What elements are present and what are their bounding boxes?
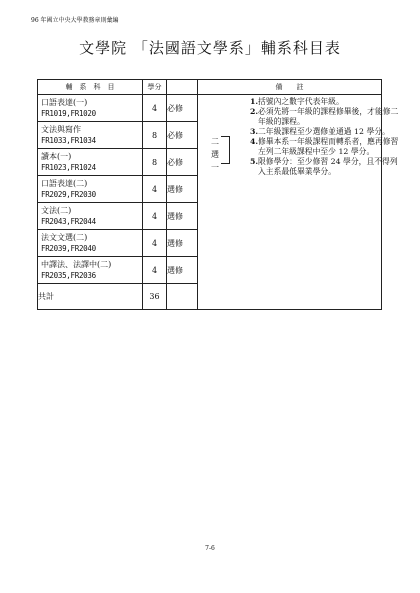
course-name: 讀本(一) [41,152,72,161]
course-credits: 4 [143,176,167,203]
course-credits: 4 [143,257,167,284]
elective-char: 二 [211,137,219,146]
header-remarks: 備 註 [198,80,382,95]
elective-bracket [221,136,230,164]
course-credits: 8 [143,149,167,176]
note-item: 4. 修畢本系一年級課程而轉系者，應再修習左列二年級課程中至少 12 學分。 [250,137,399,156]
course-type: 選修 [167,257,198,284]
course-name: 文法(二) [41,206,72,215]
course-name: 中譯法、法譯中(二) [41,260,112,269]
page-number: 7-6 [205,545,215,552]
course-code: FR2039,FR2040 [41,244,96,253]
course-credits: 4 [143,203,167,230]
course-type: 選修 [167,203,198,230]
note-item: 2. 必須先將一年級的課程修畢後，才能修二年級的課程。 [250,107,399,126]
course-code: FR2029,FR2030 [41,190,96,199]
course-credits: 8 [143,122,167,149]
remarks-cell [198,95,399,310]
note-item: 1. 括號內之數字代表年級。 [250,97,344,106]
course-code: FR2035,FR2036 [41,271,96,280]
header-credits: 學分 [143,80,167,95]
header-subject: 輔 系 科 目 [38,80,143,95]
elective-char: 選 [211,150,219,159]
notes-list [250,97,400,177]
course-type: 必修 [167,122,198,149]
page-title: 文學院 「法國語文學系」輔系科目表 [79,39,341,57]
course-code: FR2043,FR2044 [41,217,96,226]
table-row [38,95,382,122]
course-name: 文法與寫作 [41,125,81,134]
total-credits: 36 [143,284,167,310]
total-blank [167,284,198,310]
course-code: FR1019,FR1020 [41,109,96,118]
course-name: 口語表達(二) [41,179,88,188]
course-credits: 4 [143,230,167,257]
course-code: FR1033,FR1034 [41,136,96,145]
course-type: 選修 [167,230,198,257]
elective-group-label [210,135,220,174]
header-note: 96 年國立中央大學教務章則彙編 [31,17,119,24]
course-type: 必修 [167,95,198,122]
course-type: 必修 [167,149,198,176]
header-blank [167,80,198,95]
course-credits: 4 [143,95,167,122]
elective-char: 一 [211,163,219,172]
course-table [37,79,399,310]
course-type: 選修 [167,176,198,203]
total-label: 共計 [38,284,143,310]
course-code: FR1023,FR1024 [41,163,96,172]
note-item: 5. 限修學分：至少修習 24 學分，且不得列入主系最低畢業學分。 [250,157,398,176]
note-item: 3. 二年級課程至少選修並通過 12 學分。 [250,127,390,136]
course-name: 口語表達(一) [41,98,88,107]
course-name: 法文文選(二) [41,233,88,242]
